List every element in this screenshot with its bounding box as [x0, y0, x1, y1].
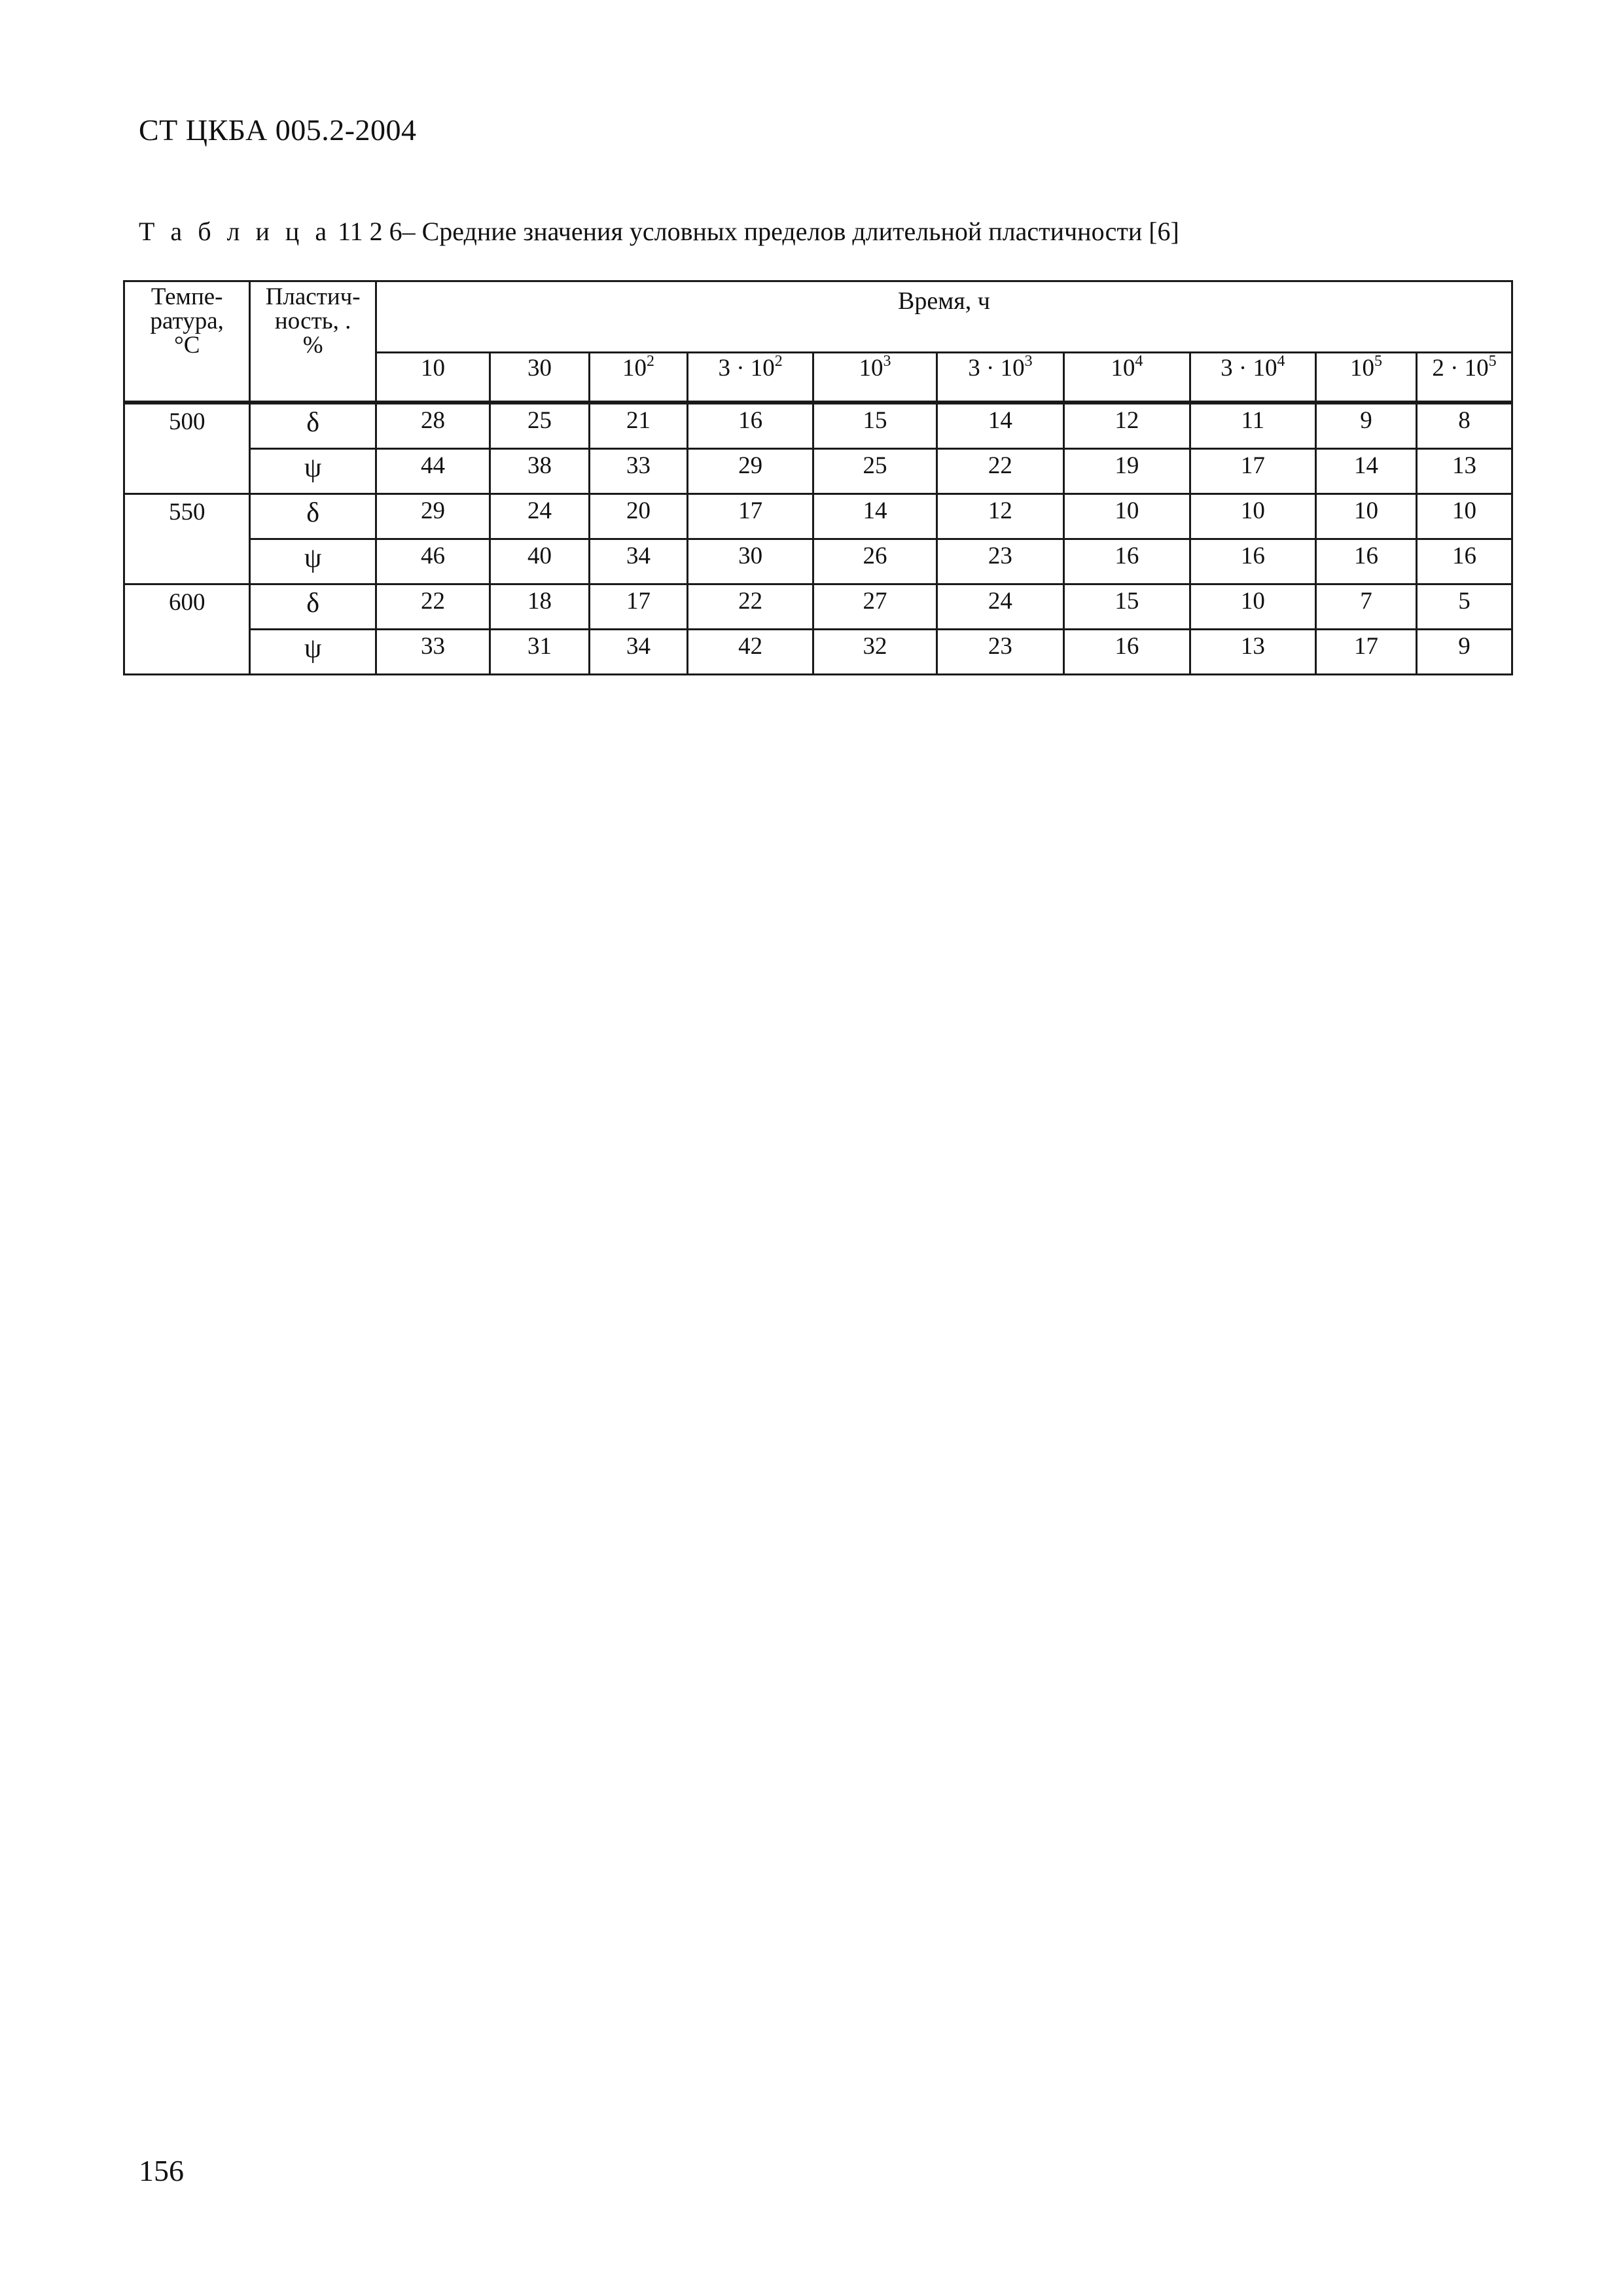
table-row — [124, 404, 1512, 449]
value-cell: 21 — [590, 404, 688, 449]
table-caption-label: Т а б л и ц а — [139, 217, 332, 246]
value-cell: 22 — [687, 584, 813, 630]
plasticity-limits-table — [123, 280, 1513, 675]
value-cell: 9 — [1316, 404, 1417, 449]
value-cell: 10 — [1064, 494, 1190, 539]
value-cell: 44 — [376, 449, 490, 494]
value-cell: 17 — [687, 494, 813, 539]
plasticity-symbol-cell: ψ — [250, 539, 376, 584]
time-column-header — [1064, 353, 1190, 402]
table-row — [124, 494, 1512, 539]
table-caption-text: – Средние значения условных пределов длительной пластичности [6] — [402, 217, 1179, 246]
time-column-header — [376, 353, 490, 402]
table-row — [124, 539, 1512, 584]
time-column-header — [490, 353, 590, 402]
time-column-base: 10 — [622, 355, 647, 382]
value-cell: 15 — [813, 404, 936, 449]
value-cell: 34 — [590, 539, 688, 584]
value-cell: 42 — [687, 630, 813, 675]
value-cell: 31 — [490, 630, 590, 675]
value-cell: 29 — [376, 494, 490, 539]
time-column-exponent: 5 — [1374, 353, 1382, 370]
value-cell: 8 — [1416, 404, 1512, 449]
plasticity-symbol-cell: δ — [250, 494, 376, 539]
value-cell: 22 — [376, 584, 490, 630]
table-caption — [139, 216, 1179, 247]
value-cell: 25 — [490, 404, 590, 449]
time-column-header — [1316, 353, 1417, 402]
time-column-header — [1190, 353, 1315, 402]
value-cell: 13 — [1190, 630, 1315, 675]
value-cell: 18 — [490, 584, 590, 630]
plasticity-header-line-3: % — [302, 332, 323, 359]
value-cell: 15 — [1064, 584, 1190, 630]
time-header: Время, ч — [376, 281, 1512, 353]
value-cell: 30 — [687, 539, 813, 584]
value-cell: 11 — [1190, 404, 1315, 449]
value-cell: 25 — [813, 449, 936, 494]
time-column-exponent: 2 — [774, 353, 783, 370]
value-cell: 14 — [813, 494, 936, 539]
value-cell: 9 — [1416, 630, 1512, 675]
time-column-exponent: 2 — [646, 353, 654, 370]
value-cell: 28 — [376, 404, 490, 449]
value-cell: 16 — [1064, 630, 1190, 675]
value-cell: 26 — [813, 539, 936, 584]
table-body — [124, 402, 1512, 675]
time-column-header — [813, 353, 936, 402]
value-cell: 22 — [936, 449, 1063, 494]
value-cell: 17 — [1190, 449, 1315, 494]
temperature-header-line-1: Темпе- — [151, 283, 223, 310]
plasticity-header-line-1: Пластич- — [265, 283, 361, 310]
document-code: СТ ЦКБА 005.2-2004 — [139, 113, 417, 147]
value-cell: 10 — [1190, 494, 1315, 539]
value-cell: 7 — [1316, 584, 1417, 630]
temperature-cell: 500 — [124, 404, 250, 494]
value-cell: 13 — [1416, 449, 1512, 494]
page-number: 156 — [139, 2154, 184, 2187]
time-column-exponent: 4 — [1135, 353, 1143, 370]
value-cell: 24 — [936, 584, 1063, 630]
value-cell: 16 — [1064, 539, 1190, 584]
value-cell: 32 — [813, 630, 936, 675]
temperature-header-line-3: °С — [173, 332, 200, 359]
value-cell: 14 — [1316, 449, 1417, 494]
time-column-base: 2 · 10 — [1432, 355, 1489, 382]
plasticity-header-line-2: ность, . — [274, 308, 351, 334]
value-cell: 10 — [1190, 584, 1315, 630]
value-cell: 33 — [590, 449, 688, 494]
value-cell: 16 — [1316, 539, 1417, 584]
plasticity-symbol-cell: δ — [250, 404, 376, 449]
value-cell: 40 — [490, 539, 590, 584]
time-column-exponent: 4 — [1277, 353, 1285, 370]
value-cell: 23 — [936, 539, 1063, 584]
plasticity-header — [250, 281, 376, 402]
value-cell: 34 — [590, 630, 688, 675]
value-cell: 12 — [936, 494, 1063, 539]
time-column-base: 30 — [527, 355, 552, 382]
time-column-base: 3 · 10 — [1221, 355, 1277, 382]
plasticity-symbol-cell: ψ — [250, 449, 376, 494]
temperature-cell: 550 — [124, 494, 250, 584]
time-column-base: 10 — [859, 355, 883, 382]
value-cell: 24 — [490, 494, 590, 539]
value-cell: 16 — [1190, 539, 1315, 584]
time-column-exponent: 5 — [1488, 353, 1497, 370]
value-cell: 23 — [936, 630, 1063, 675]
value-cell: 38 — [490, 449, 590, 494]
time-column-exponent: 3 — [883, 353, 891, 370]
temperature-cell: 600 — [124, 584, 250, 675]
time-column-header — [936, 353, 1063, 402]
plasticity-symbol-cell: ψ — [250, 630, 376, 675]
value-cell: 33 — [376, 630, 490, 675]
value-cell: 5 — [1416, 584, 1512, 630]
time-column-header — [1416, 353, 1512, 402]
value-cell: 12 — [1064, 404, 1190, 449]
value-cell: 29 — [687, 449, 813, 494]
value-cell: 10 — [1416, 494, 1512, 539]
time-column-base: 10 — [420, 355, 445, 382]
table-row — [124, 584, 1512, 630]
time-column-exponent: 3 — [1024, 353, 1033, 370]
temperature-header — [124, 281, 250, 402]
value-cell: 10 — [1316, 494, 1417, 539]
time-column-base: 10 — [1111, 355, 1135, 382]
value-cell: 17 — [1316, 630, 1417, 675]
time-column-base: 3 · 10 — [718, 355, 775, 382]
table-caption-number: 11 2 6 — [338, 217, 402, 246]
time-column-header — [590, 353, 688, 402]
value-cell: 20 — [590, 494, 688, 539]
time-column-header — [687, 353, 813, 402]
value-cell: 16 — [687, 404, 813, 449]
value-cell: 17 — [590, 584, 688, 630]
time-column-base: 10 — [1350, 355, 1374, 382]
table-row — [124, 449, 1512, 494]
value-cell: 16 — [1416, 539, 1512, 584]
value-cell: 14 — [936, 404, 1063, 449]
value-cell: 27 — [813, 584, 936, 630]
plasticity-symbol-cell: δ — [250, 584, 376, 630]
table-row — [124, 630, 1512, 675]
time-column-base: 3 · 10 — [968, 355, 1025, 382]
value-cell: 46 — [376, 539, 490, 584]
value-cell: 19 — [1064, 449, 1190, 494]
temperature-header-line-2: ратура, — [150, 308, 224, 334]
